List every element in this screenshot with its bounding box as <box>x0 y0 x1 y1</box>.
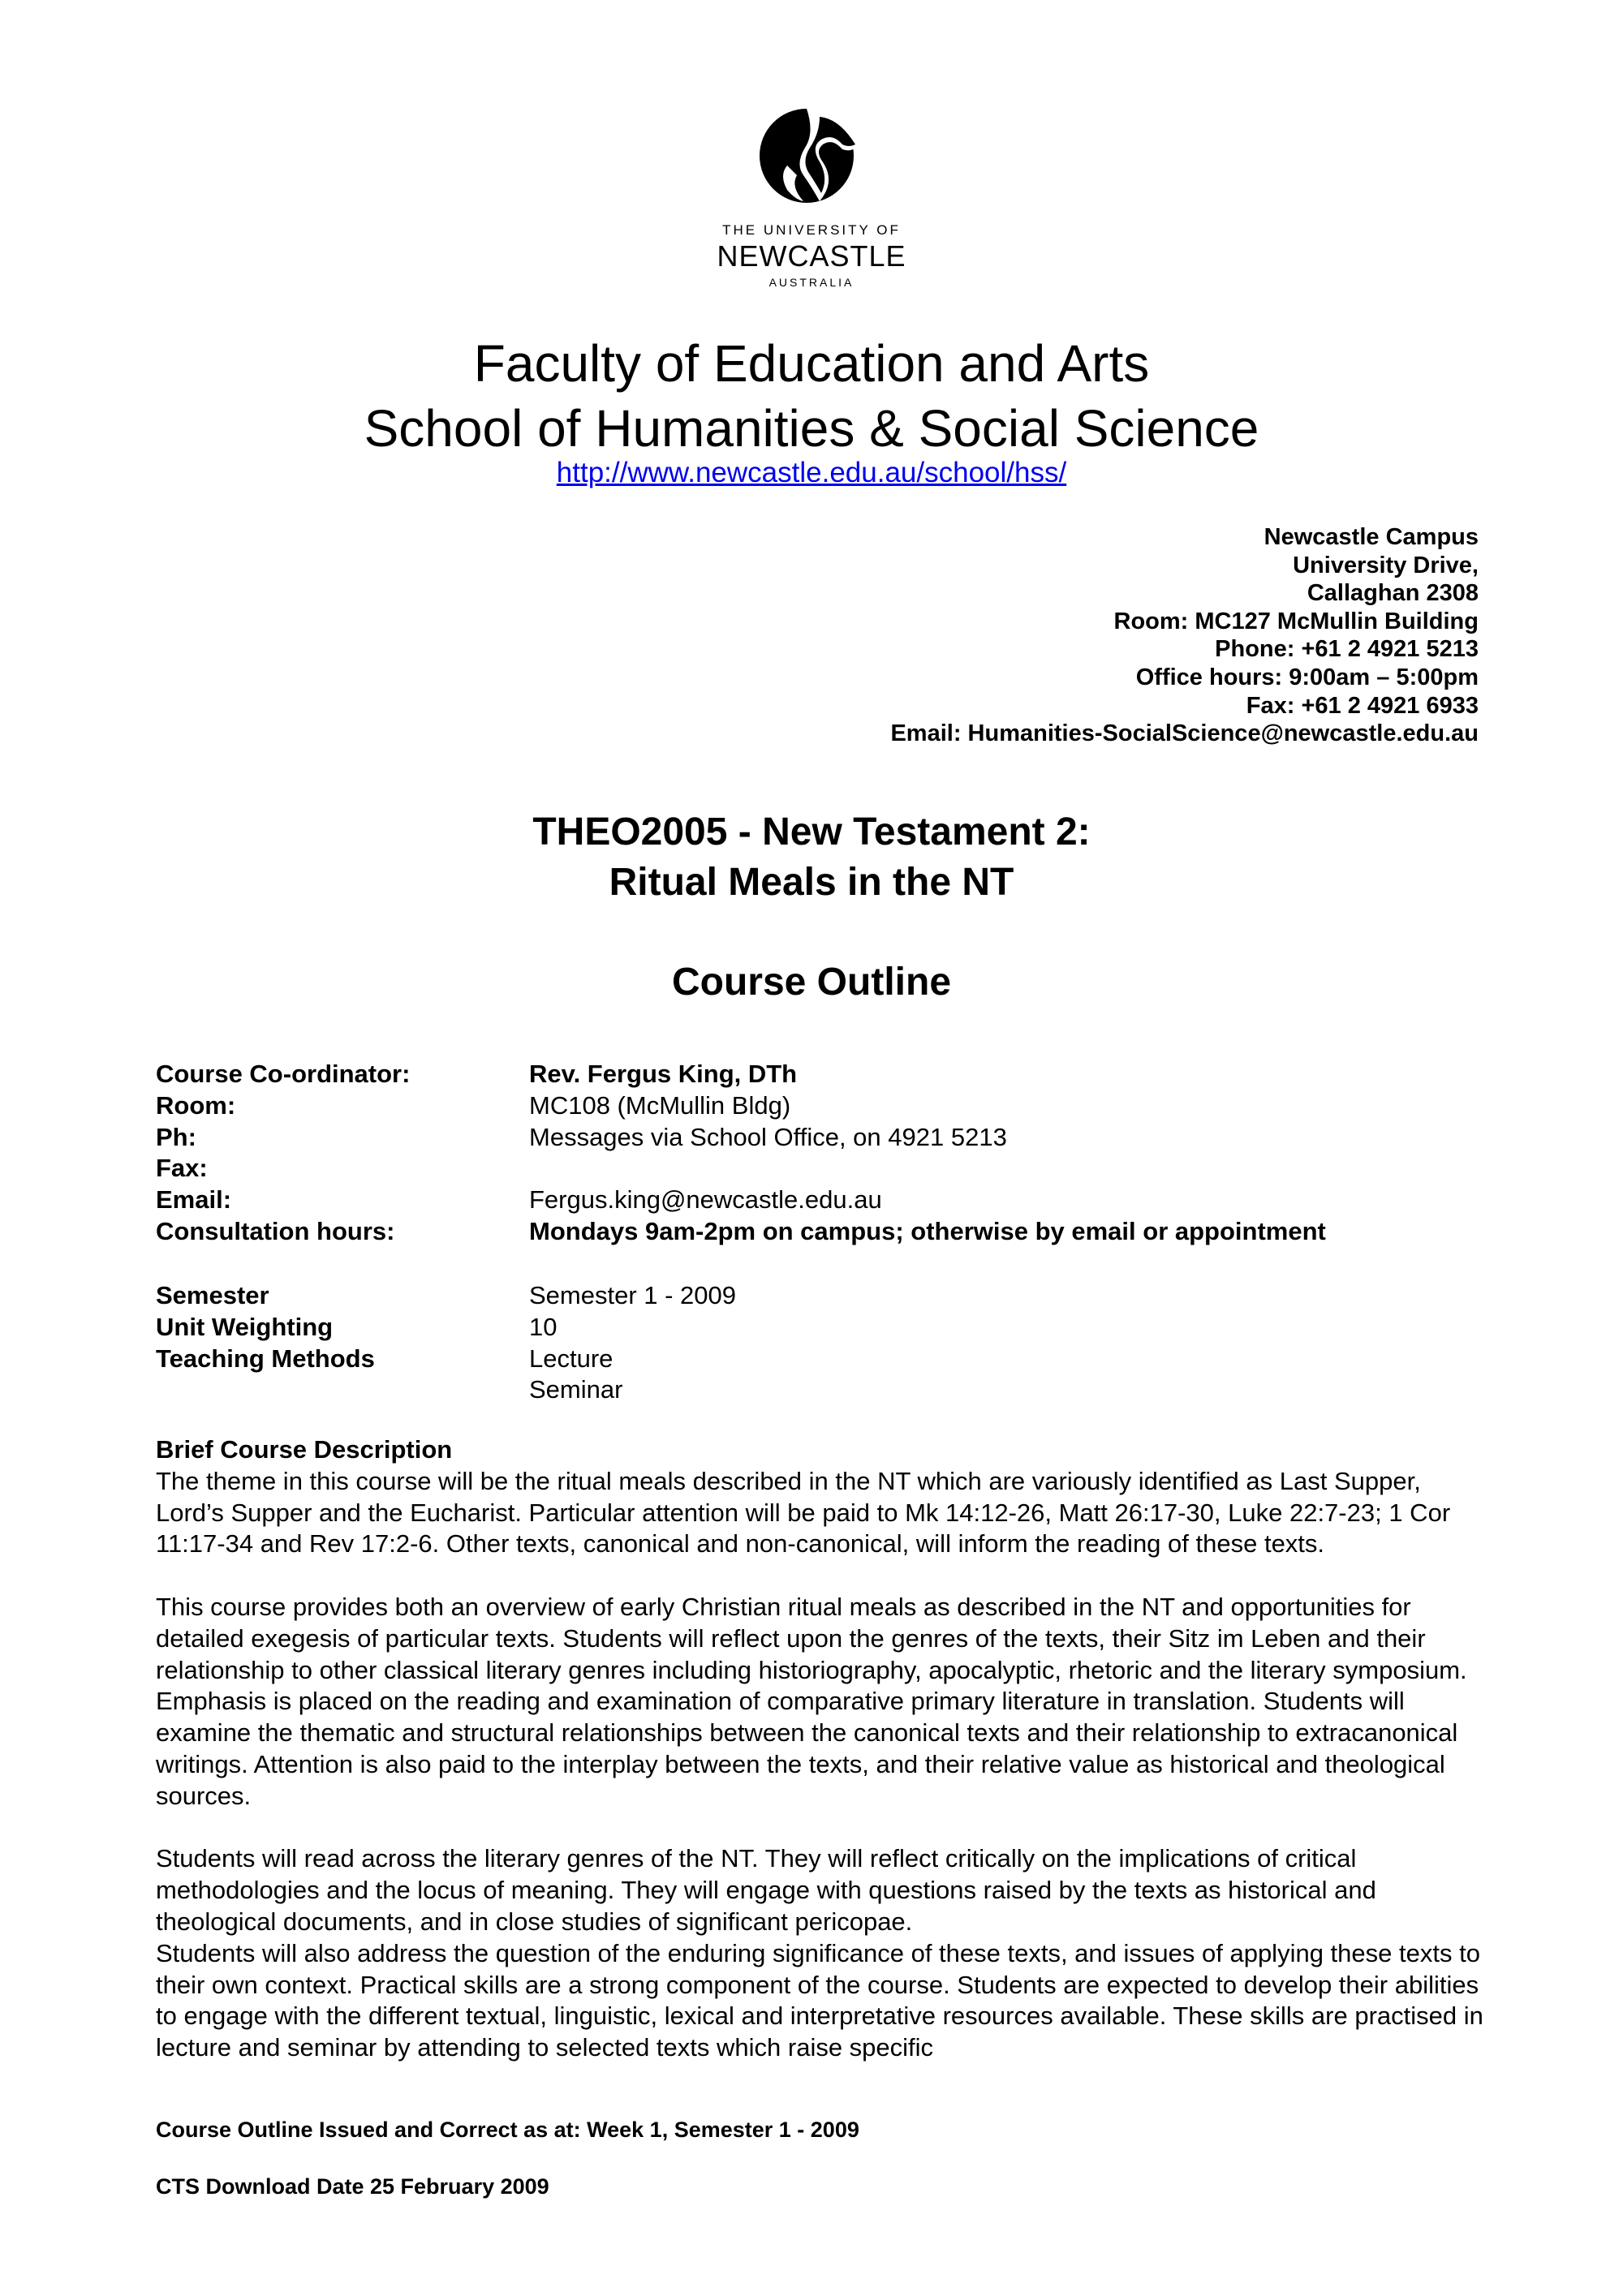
info-label: Fax: <box>156 1154 208 1183</box>
info-row <box>156 1153 1326 1185</box>
description-paragraph: The theme in this course will be the ritual meals described in the NT which are variously identified as Last Supper, Lord’s Supper and the Eucharist. Particular attention will be paid to Mk 14:12-26, Matt 26:17-30, Luke 22:7-23; 1 Cor 11:17-34 and Rev 17:2-6. Other texts, canonical and non-canonical, will inform the reading of these texts. <box>156 1466 1451 1559</box>
logo-line-2: NEWCASTLE <box>717 239 906 273</box>
info-row <box>156 1280 736 1312</box>
school-url-link[interactable]: http://www.newcastle.edu.au/school/hss/ <box>556 457 1067 488</box>
school-contact-block <box>890 523 1479 748</box>
download-date-note: CTS Download Date 25 February 2009 <box>156 2174 549 2199</box>
info-label <box>156 1374 529 1406</box>
contact-line: Email: Humanities-SocialScience@newcastle.edu.au <box>890 720 1479 747</box>
info-label: Email: <box>156 1185 232 1215</box>
info-label: Consultation hours: <box>156 1216 395 1245</box>
logo-line-1: THE UNIVERSITY OF <box>722 222 901 238</box>
info-label: Ph: <box>156 1122 196 1151</box>
contact-line: Newcastle Campus <box>1264 524 1479 550</box>
info-row <box>156 1059 1326 1090</box>
info-row <box>156 1344 736 1375</box>
faculty-name: Faculty of Education and Arts <box>473 334 1150 393</box>
info-label: Room: <box>156 1090 236 1120</box>
info-value: Messages via School Office, on 4921 5213 <box>529 1122 1007 1151</box>
course-outline-heading: Course Outline <box>671 961 952 1004</box>
school-name: School of Humanities & Social Science <box>364 399 1259 458</box>
coordinator-email: Fergus.king@newcastle.edu.au <box>529 1185 882 1215</box>
info-value: 10 <box>529 1312 558 1341</box>
contact-line: Callaghan 2308 <box>1307 580 1479 607</box>
contact-line: Fax: +61 2 4921 6933 <box>1246 692 1479 719</box>
info-label: Course Co-ordinator: <box>156 1060 411 1088</box>
issued-date-note: Course Outline Issued and Correct as at: Week 1, Semester 1 - 2009 <box>156 2118 859 2142</box>
horse-head-icon <box>755 97 868 211</box>
info-value: Lecture <box>529 1344 613 1373</box>
info-row <box>156 1090 1326 1122</box>
description-heading: Brief Course Description <box>156 1435 453 1464</box>
university-logo <box>714 97 909 289</box>
info-row <box>156 1185 1326 1216</box>
info-label: Semester <box>156 1281 269 1309</box>
staff-info-table <box>156 1059 1326 1248</box>
info-row <box>156 1374 736 1406</box>
info-value: Mondays 9am-2pm on campus; otherwise by email or appointment <box>529 1216 1326 1245</box>
course-details-table <box>156 1280 736 1406</box>
contact-line: University Drive, <box>1293 552 1479 578</box>
description-paragraph: This course provides both an overview of early Christian ritual meals as described in the NT and opportunities for detailed exegesis of particular texts. Students will reflect upon the genres of the texts, their Sitz im Leben and their relationship to other classical literary genres including historiography, apocalyptic, rhetoric and the literary symposium. Emphasis is placed on the reading and examination of comparative primary literature in translation. Students will examine the thematic and structural relationships between the canonical texts and their relationship to extracanonical writings. Attention is also paid to the interplay between the texts, and their relative value as historical and theological sources. <box>156 1592 1467 1810</box>
info-label: Unit Weighting <box>156 1312 334 1341</box>
course-title-line-2: Ritual Meals in the NT <box>609 861 1014 904</box>
logo-line-3: AUSTRALIA <box>768 276 855 289</box>
contact-line: Room: MC127 McMullin Building <box>1113 608 1479 634</box>
course-title-line-1: THEO2005 - New Testament 2: <box>532 810 1091 853</box>
info-value: Semester 1 - 2009 <box>529 1281 737 1309</box>
info-row <box>156 1312 736 1344</box>
info-label: Teaching Methods <box>156 1344 375 1373</box>
description-paragraph: Students will also address the question of the enduring significance of these texts, and issues of applying these texts to their own context. Practical skills are a strong component of the course. Students are expected to develop their abilities to engage with the different textual, linguistic, lexical and interpretative resources available. These skills are practised in lecture and seminar by attending to selected texts which raise specific <box>156 1938 1483 2062</box>
course-title <box>0 807 1623 908</box>
info-row <box>156 1122 1326 1154</box>
info-row <box>156 1216 1326 1248</box>
course-description <box>156 1434 1487 2064</box>
contact-line: Phone: +61 2 4921 5213 <box>1215 636 1479 663</box>
contact-line: Office hours: 9:00am – 5:00pm <box>1135 664 1479 690</box>
info-value: Rev. Fergus King, DTh <box>529 1060 798 1088</box>
faculty-heading <box>0 331 1623 461</box>
description-paragraph: Students will read across the literary genres of the NT. They will reflect critically on the implications of critical methodologies and the locus of meaning. They will engage with questions raised by the texts as historical and theological documents, and in close studies of significant pericopae. <box>156 1844 1376 1936</box>
info-value: Seminar <box>529 1375 623 1404</box>
info-value: MC108 (McMullin Bldg) <box>529 1090 791 1120</box>
